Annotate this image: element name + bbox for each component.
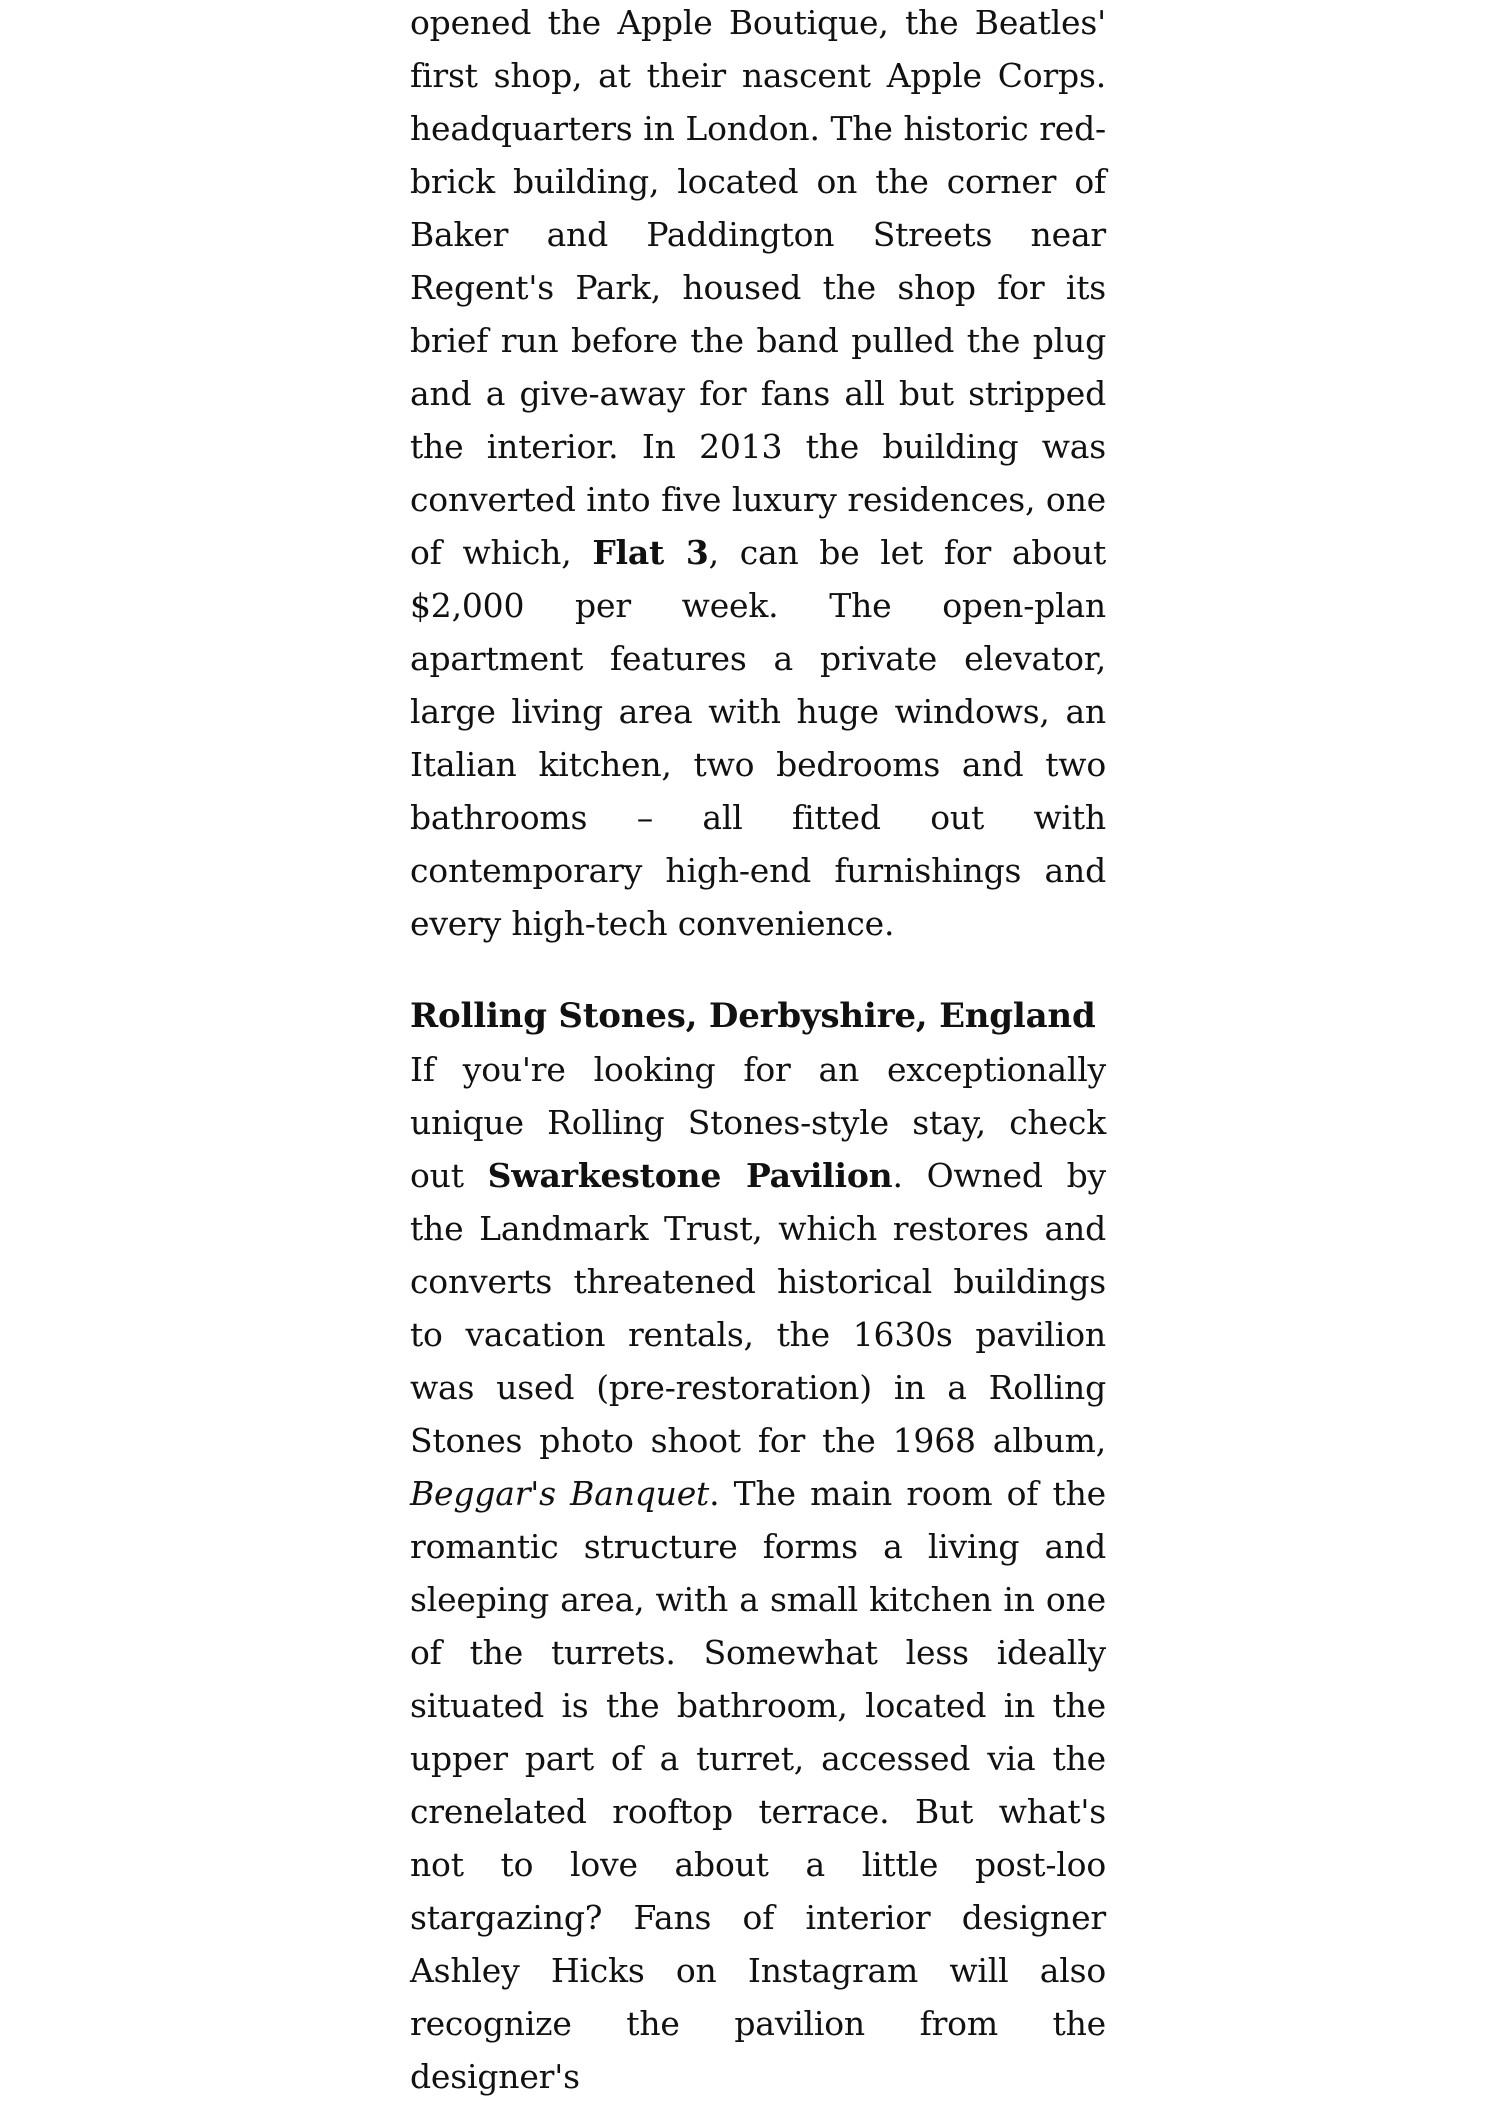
- section-heading: Rolling Stones, Derbyshire, England: [410, 996, 1096, 1036]
- paragraph-text: opened the Apple Boutique, the Beatles' first shop, at their nascent Apple Corps. headquarters in London. The historic red-brick building, located on the corner of Baker and Paddington Streets near Regent's Park, housed the shop for its brief run before the band pulled the plug and a give-away for fans all but stripped the interior. In 2013 the building was converted into five luxury residences, one of which,: [410, 3, 1106, 572]
- article-body: [410, 0, 1106, 2103]
- flat-3-link[interactable]: Flat 3: [592, 533, 709, 572]
- apple-boutique-paragraph: [410, 0, 1106, 950]
- paragraph-text: . The main room of the romantic structure forms a living and sleeping area, with a small kitchen in one of the turrets. Somewhat less ideally situated is the bathroom, located in the upper part of a turret, accessed via the crenelated rooftop terrace. But what's not to love about a little post-loo stargazing? Fans of interior designer Ashley Hicks on Instagram will also recognize the pavilion from the designer's: [410, 1474, 1106, 2096]
- swarkestone-paragraph: [410, 1043, 1106, 2103]
- paragraph-text: , can be let for about $2,000 per week. The open-plan apartment features a private elevator, large living area with huge windows, an Italian kitchen, two bedrooms and two bathrooms – all fitted out with contemporary high-end furnishings and every high-tech convenience.: [410, 533, 1107, 943]
- section-spacer: [410, 950, 1106, 990]
- swarkestone-pavilion-link[interactable]: Swarkestone Pavilion: [487, 1156, 893, 1195]
- paragraph-text: . Owned by the Landmark Trust, which restores and converts threatened historical buildings to vacation rentals, the 1630s pavilion was used (pre-restoration) in a Rolling Stones photo shoot for the 1968 album,: [410, 1156, 1106, 1460]
- album-title: Beggar's Banquet: [410, 1474, 710, 1513]
- paragraph-text: If you're looking for an exceptionally unique Rolling Stones-style stay, check out: [410, 1050, 1106, 1195]
